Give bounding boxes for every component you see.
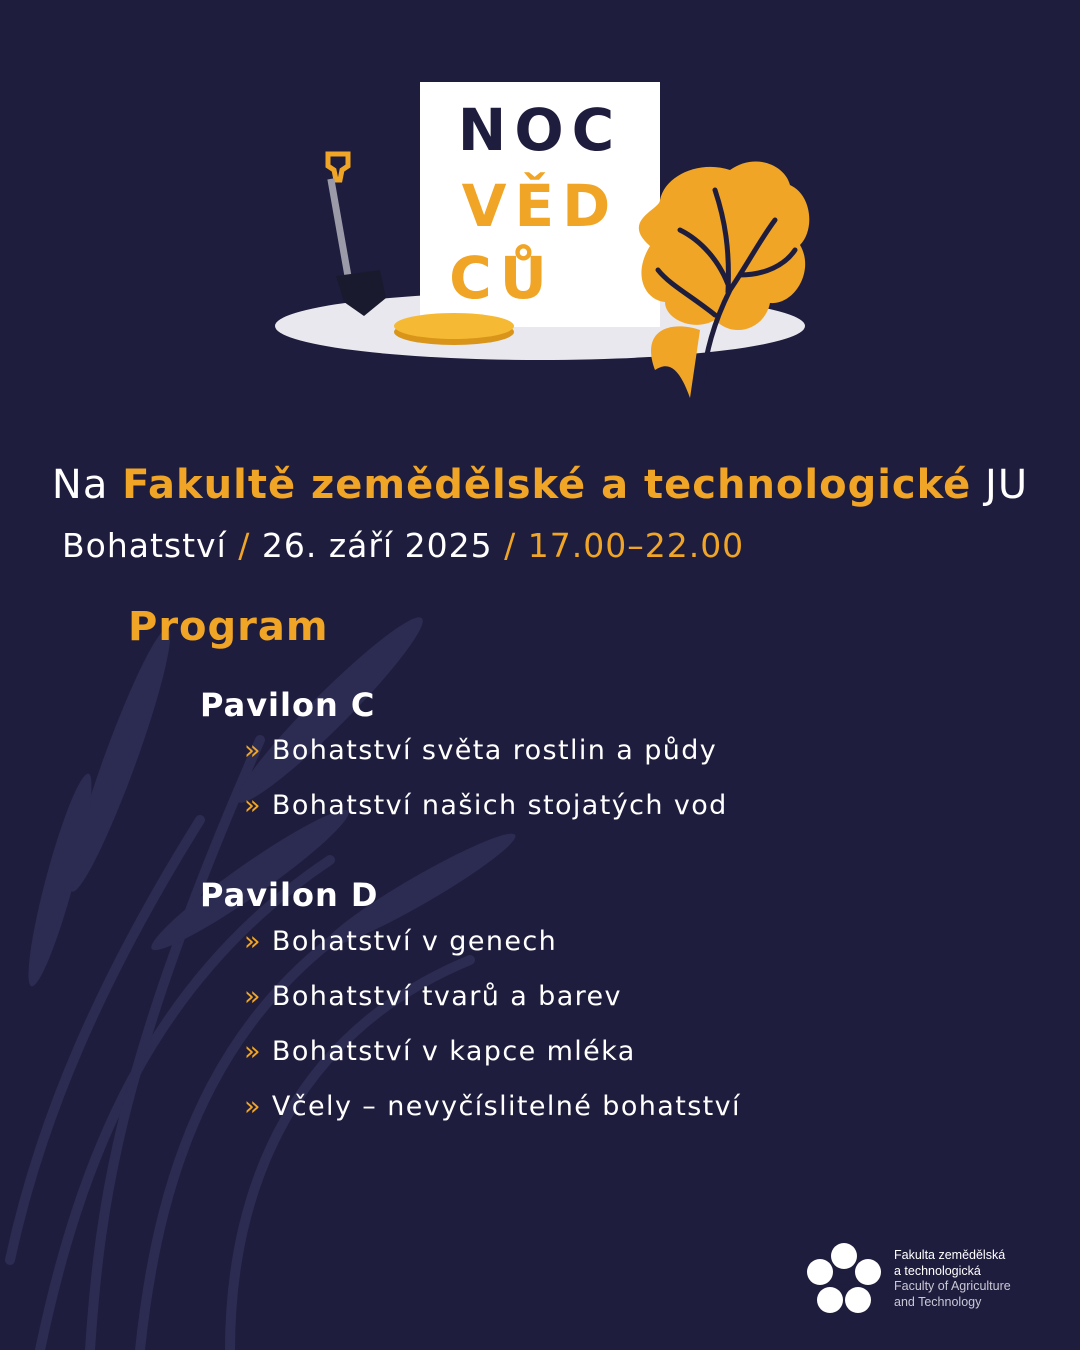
program-item-label: Včely – nevyčíslitelné bohatství [271, 1091, 741, 1122]
bullet-icon: » [244, 1036, 262, 1067]
program-item-label: Bohatství tvarů a barev [271, 981, 622, 1012]
bullet-icon: » [244, 926, 262, 957]
coin-icon [394, 313, 514, 345]
event-time: 17.00–22.00 [527, 526, 745, 565]
event-location-title [0, 462, 1080, 508]
event-theme: Bohatství [62, 526, 227, 565]
tree-brain-icon [639, 161, 809, 400]
program-item [244, 735, 717, 766]
flower-icon [806, 1242, 882, 1314]
pavilion-c-heading: Pavilon C [200, 686, 376, 724]
noc-vedcu-logo-art [260, 70, 820, 415]
program-item [244, 790, 728, 821]
faculty-en-line2: and Technology [894, 1294, 982, 1309]
separator: / [238, 526, 251, 565]
logo-line-cu: CŮ [449, 244, 555, 312]
program-item-label: Bohatství v genech [271, 926, 558, 957]
program-item-label: Bohatství našich stojatých vod [271, 790, 728, 821]
logo-line-ved: VĚD [461, 172, 619, 240]
bullet-icon: » [244, 981, 262, 1012]
faculty-name-highlight: Fakultě zemědělské a technologické [122, 462, 972, 508]
pavilion-d-heading: Pavilon D [200, 876, 379, 914]
program-item [244, 981, 622, 1012]
program-item [244, 926, 557, 957]
bullet-icon: » [244, 790, 262, 821]
separator: / [504, 526, 517, 565]
faculty-logo [806, 1242, 1046, 1318]
logo-line-noc: NOC [457, 96, 623, 164]
title-prefix: Na [51, 462, 109, 508]
bullet-icon: » [244, 1091, 262, 1122]
event-date-line [62, 526, 744, 565]
faculty-en-line1: Faculty of Agriculture [894, 1279, 1011, 1293]
faculty-logo-text [894, 1248, 1011, 1310]
faculty-cz-line1: Fakulta zemědělská [894, 1248, 1006, 1262]
event-date: 26. září 2025 [261, 526, 493, 565]
bullet-icon: » [244, 735, 262, 766]
program-item-label: Bohatství světa rostlin a půdy [271, 735, 718, 766]
shovel-icon [327, 154, 386, 316]
program-item [244, 1036, 636, 1067]
program-item-label: Bohatství v kapce mléka [271, 1036, 636, 1067]
faculty-cz-line2: a technologická [894, 1263, 981, 1278]
program-item [244, 1091, 741, 1122]
program-heading: Program [128, 604, 329, 650]
title-suffix: JU [985, 462, 1029, 508]
